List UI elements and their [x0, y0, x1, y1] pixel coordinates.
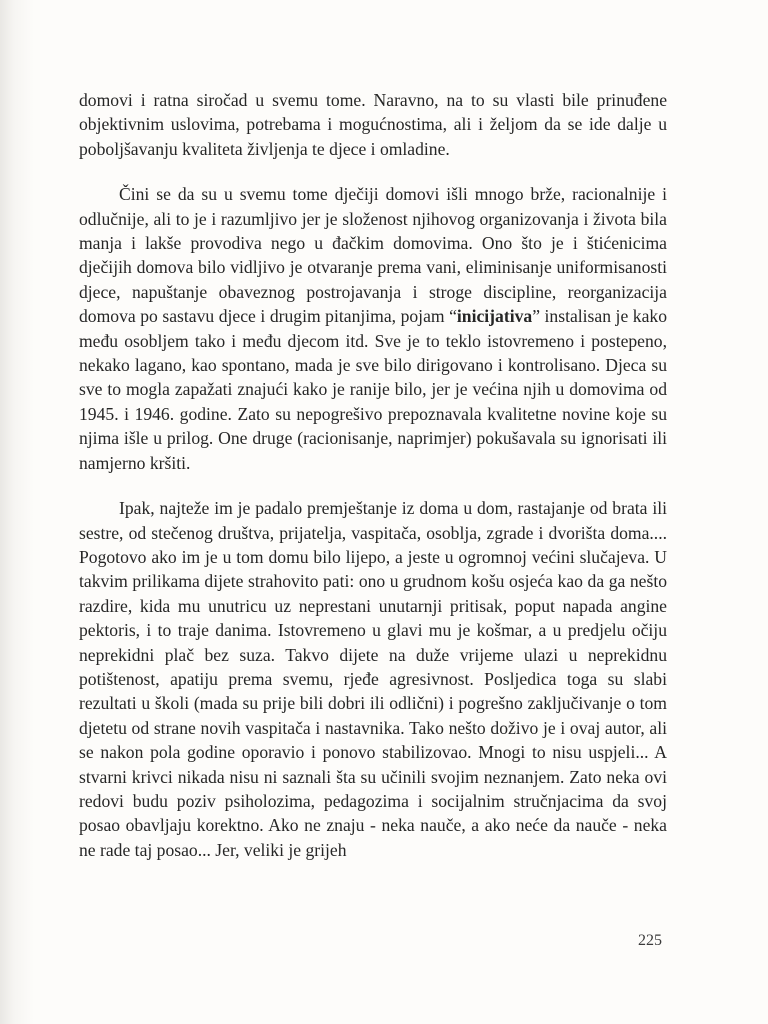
body-text: [79, 88, 667, 862]
paragraph-3: [79, 496, 667, 862]
paragraph-2: [79, 182, 667, 475]
paragraph-2-text-a: Čini se da su u svemu tome dječiji domovi išli mnogo brže, racionalnije i odlučnije, ali to je i razumljivo jer je složenost njihovog organizovanja i života bila manja i lakše provodiva nego u đačkim domovima. Ono što je i štićenicima dječijih domova bilo vidljivo je otvaranje prema vani, eliminisanje uniformisanosti djece, napuštanje obaveznog postrojavanja i stroge discipline, reorganizacija domova po sastavu djece i drugim pitanjima, pojam “: [79, 184, 667, 327]
paragraph-1: [79, 88, 667, 161]
paragraph-3-text: Ipak, najteže im je padalo premještanje iz doma u dom, rastajanje od brata ili sestre, od stečenog društva, prijatelja, vaspitača, osoblja, zgrade i dvorišta doma.... Pogotovo ako im je u tom domu bilo lijepo, a jeste u ogromnoj većini slučajeva. U takvim prilikama dijete strahovito pati: ono u grudnom košu osjeća kao da ga nešto razdire, kida mu unutricu uz neprestani unutarnji pritisak, poput napada angine pektoris, i to traje danima. Istovremeno u glavi mu je košmar, a u predjelu očiju neprekidni plač bez suza. Takvo dijete na duže vrijeme ulazi u neprekidnu potištenost, apatiju prema svemu, rjeđe agresivnost. Posljedica toga su slabi rezultati u školi (mada su prije bili dobri ili odlični) i pogrešno zaključivanje o tom djetetu od strane novih vaspitača i nastavnika. Tako nešto doživo je i ovaj autor, ali se nakon pola godine oporavio i ponovo stabilizovao. Mnogi to nisu uspjeli... A stvarni krivci nikada nisu ni saznali šta su učinili svojim neznanjem. Zato neka ovi redovi budu poziv psiholozima, pedagozima i socijalnim stručnjacima da svoj posao obavljaju korektno. Ako ne znaju - neka nauče, a ako neće da nauče - neka ne rade taj posao... Jer, veliki je grijeh: [79, 498, 667, 860]
paragraph-2-bold-term: inicijativa: [456, 306, 533, 327]
paragraph-2-text-b: ” instalisan je kako među osobljem tako i među djecom itd. Sve je to teklo istovremeno i postepeno, nekako lagano, kao spontano, mada je sve bilo dirigovano i kontrolisano. Djeca su sve to mogla zapažati znajući kako je ranije bilo, jer je većina njih u domovima od 1945. i 1946. godine. Zato su nepogrešivo prepoznavala kvalitetne novine koje su njima išle u prilog. One druge (racionisanje, naprimjer) pokušavala su ignorisati ili namjerno kršiti.: [79, 306, 667, 473]
page-number: 225: [638, 932, 662, 949]
paragraph-1-text: domovi i ratna siročad u svemu tome. Naravno, na to su vlasti bile prinuđene objektivnim uslovima, potrebama i mogućnostima, ali i željom da se ide dalje u poboljšavanju kvaliteta življenja te djece i omladine.: [79, 90, 667, 159]
